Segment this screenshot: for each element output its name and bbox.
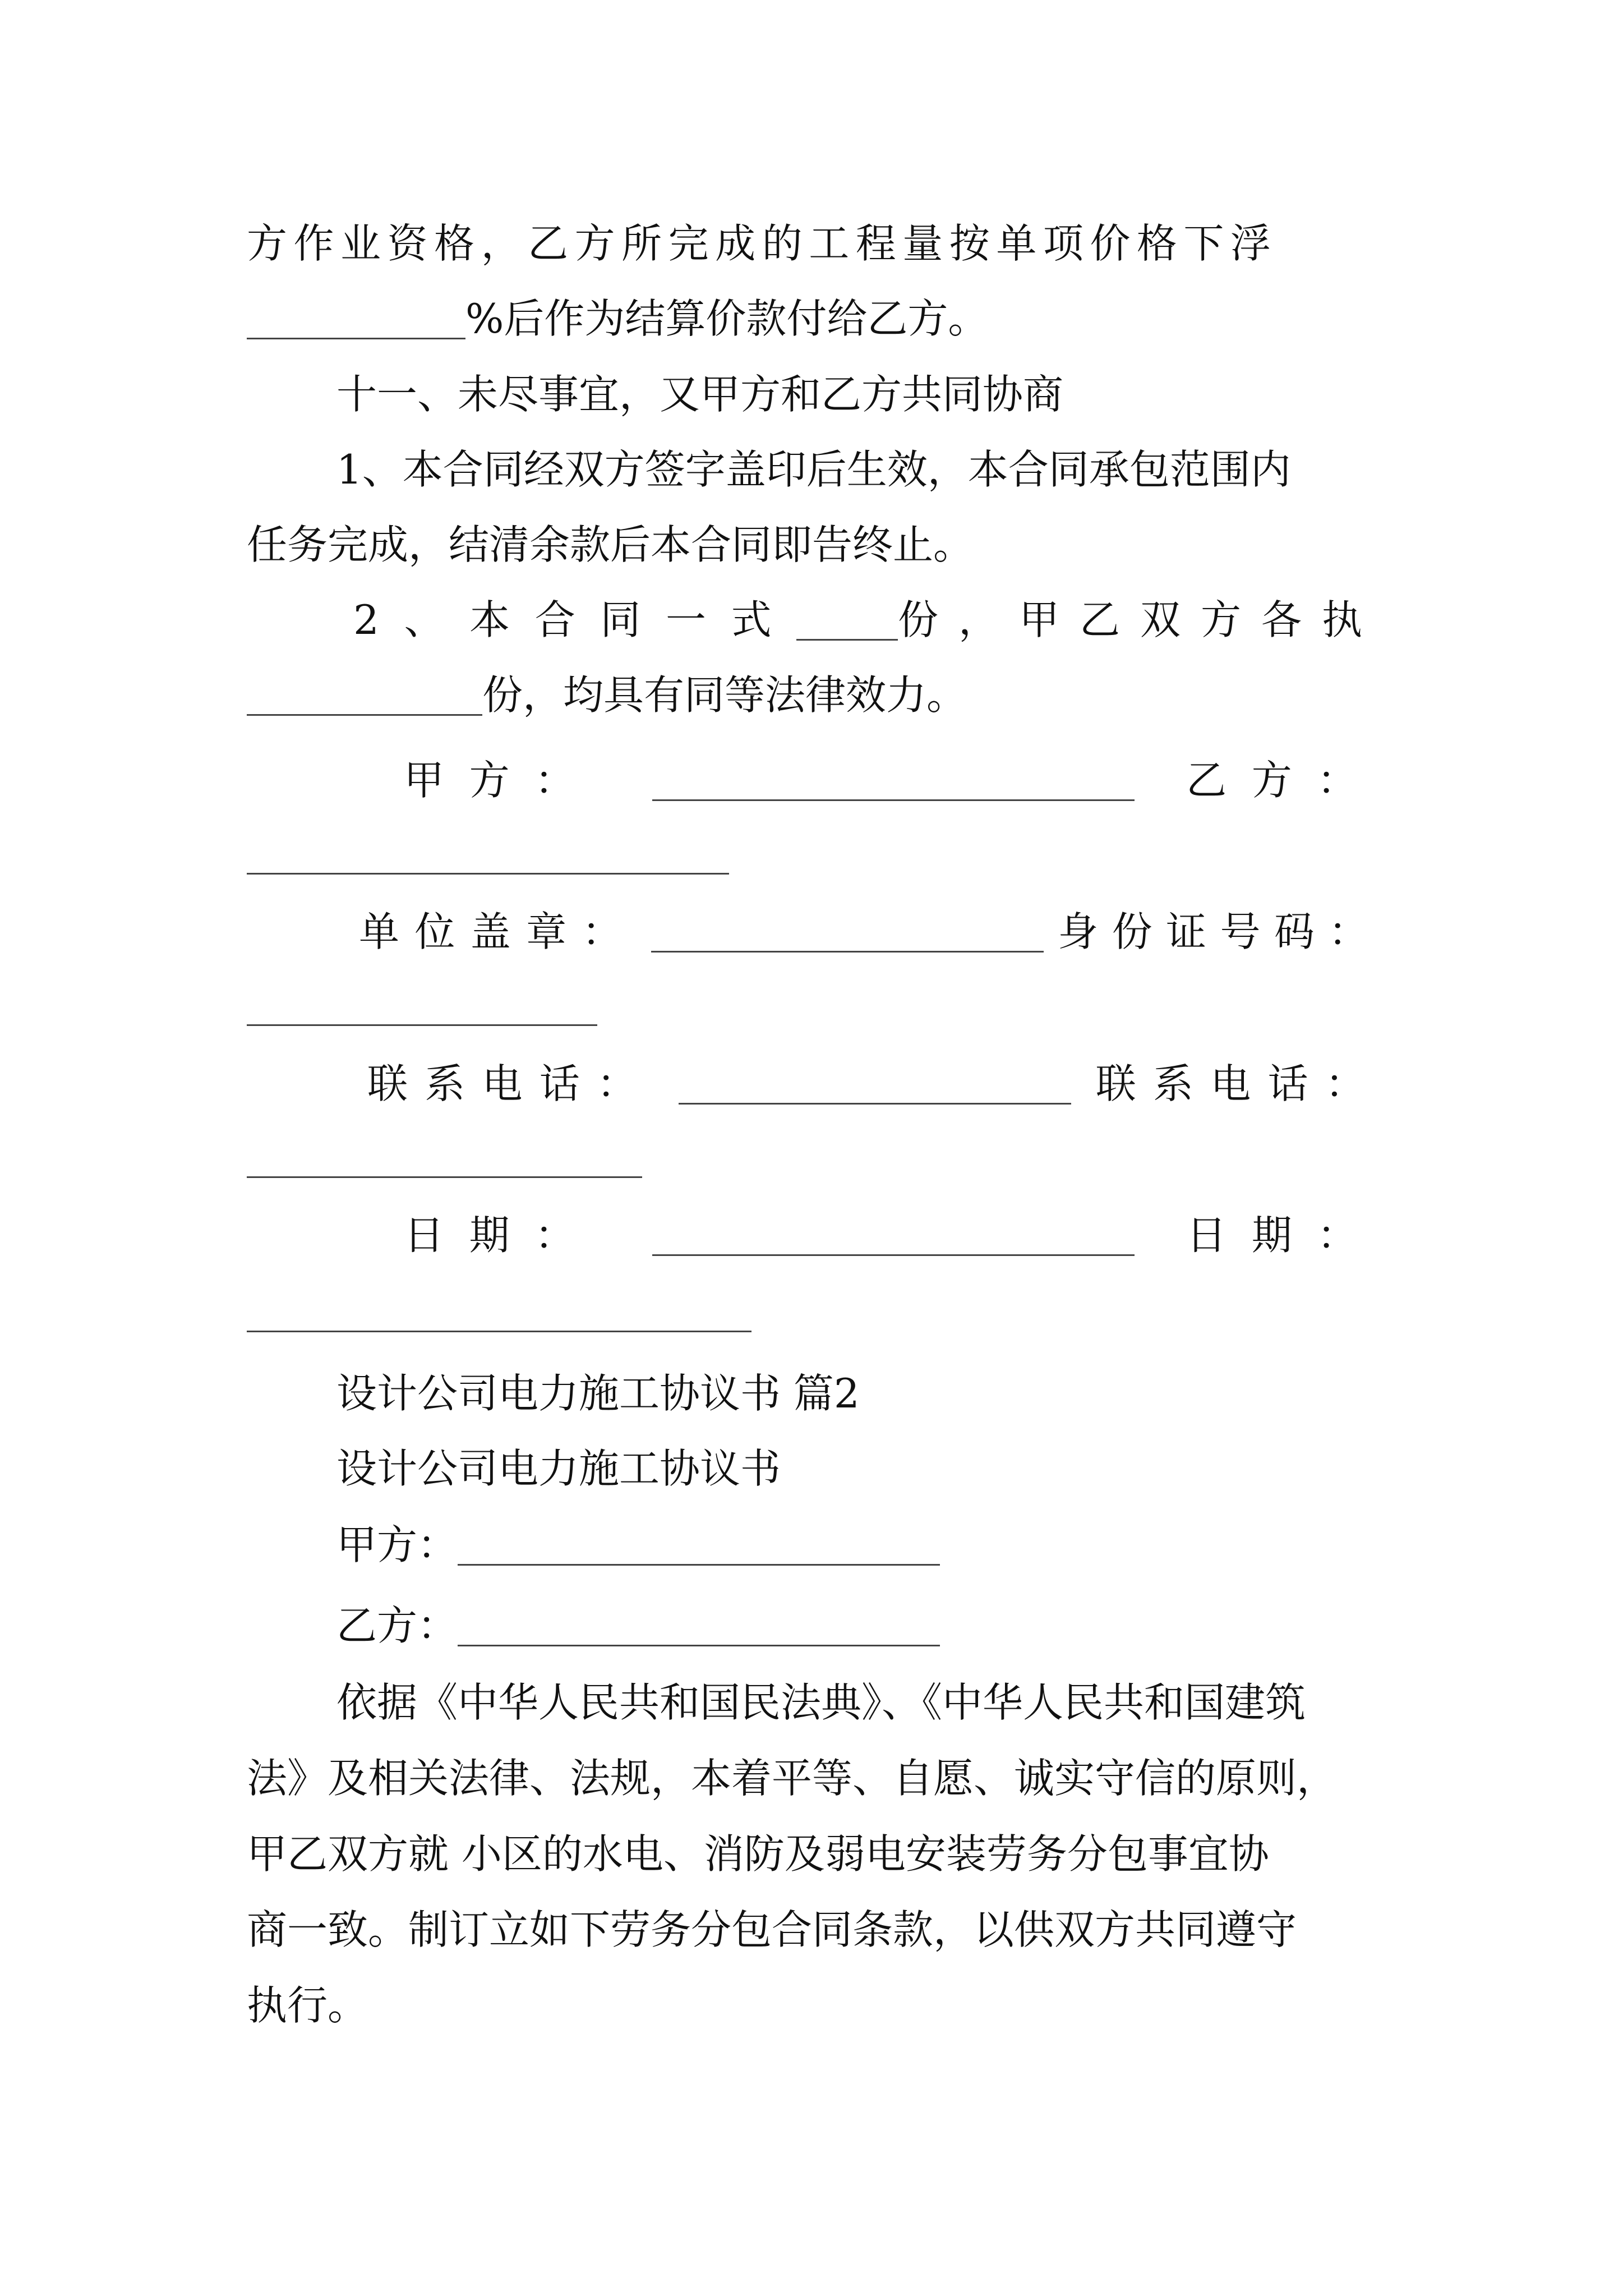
text-line: 依据《中华人民共和国民法典》、《中华人民共和国建筑 xyxy=(336,1679,1306,1726)
seal-field[interactable] xyxy=(651,912,1044,953)
party-b-label: 乙方： xyxy=(1186,757,1382,804)
seal-label: 单位盖章： xyxy=(359,908,638,955)
paragraph-line xyxy=(247,285,1382,352)
party-b-field-2[interactable] xyxy=(458,1605,940,1646)
text-line: 执行。 xyxy=(247,1982,368,2029)
paragraph-line xyxy=(247,1972,1382,2039)
text-line: 甲乙双方就 小区的水电、消防及弱电安装劳务分包事宜协 xyxy=(247,1830,1269,1878)
text-line: 份，均具有同等法律效力。 xyxy=(482,671,967,719)
party-a-row xyxy=(336,1511,1382,1579)
phone-b-field[interactable] xyxy=(247,1176,642,1178)
signature-row-seal xyxy=(359,898,1382,965)
id-number-field[interactable] xyxy=(247,1024,597,1026)
text-line: 任务完成，结清余款后本合同即告终止。 xyxy=(247,521,974,568)
fill-blank[interactable] xyxy=(796,600,898,641)
text-line: 方作业资格，乙方所完成的工程量按单项价格下浮 xyxy=(247,220,1278,267)
date-a-label: 日期： xyxy=(404,1212,600,1259)
fill-blank[interactable] xyxy=(247,675,482,716)
party-b-field[interactable] xyxy=(247,873,729,875)
document-title-text: 设计公司电力施工协议书 xyxy=(336,1445,781,1492)
paragraph-line xyxy=(247,511,1382,578)
party-a-label-2: 甲方： xyxy=(336,1521,458,1568)
party-a-label: 甲方： xyxy=(404,757,600,804)
section-heading-text: 设计公司电力施工协议书 篇2 xyxy=(336,1370,860,1417)
paragraph-line xyxy=(353,586,1382,654)
paragraph-line xyxy=(247,1896,1382,1963)
text-line: 份，甲乙双方各执 xyxy=(897,596,1382,643)
phone-b-label: 联系电话： xyxy=(1095,1060,1382,1107)
paragraph-line xyxy=(336,1669,1382,1736)
text-line: 1、本合同经双方签字盖印后生效，本合同承包范围内 xyxy=(336,446,1291,493)
document-title xyxy=(336,1435,1382,1502)
paragraph-line xyxy=(247,1820,1382,1888)
text-line: 商一致。制订立如下劳务分包合同条款，以供双方共同遵守 xyxy=(247,1906,1297,1953)
fill-blank[interactable] xyxy=(247,298,465,339)
date-b-field[interactable] xyxy=(247,1331,751,1332)
section-heading xyxy=(336,1360,1382,1427)
paragraph-line xyxy=(336,436,1382,503)
paragraph-line xyxy=(247,1745,1382,1812)
phone-a-field[interactable] xyxy=(679,1064,1071,1105)
phone-a-label: 联系电话： xyxy=(367,1060,654,1107)
party-b-row xyxy=(336,1592,1382,1659)
date-a-field[interactable] xyxy=(652,1215,1135,1256)
party-b-label-2: 乙方： xyxy=(336,1602,458,1649)
paragraph-line xyxy=(247,210,1382,277)
text-line: %后作为结算价款付给乙方。 xyxy=(465,295,989,342)
clause-heading xyxy=(336,361,1382,428)
signature-row-party xyxy=(404,747,1382,814)
party-a-field-2[interactable] xyxy=(458,1525,940,1566)
signature-row-date xyxy=(404,1202,1382,1269)
date-b-label: 日期： xyxy=(1186,1212,1382,1259)
party-a-field[interactable] xyxy=(652,760,1135,801)
signature-row-phone xyxy=(367,1050,1382,1117)
paragraph-line xyxy=(247,661,1382,729)
id-number-label: 身份证号码： xyxy=(1058,908,1382,955)
text-line: 法》及相关法律、法规，本着平等、自愿、诚实守信的原则， xyxy=(247,1755,1338,1802)
text-line: 2、本合同一式 xyxy=(353,596,797,643)
clause-heading-text: 十一、未尽事宜，又甲方和乙方共同协商 xyxy=(336,371,1064,418)
